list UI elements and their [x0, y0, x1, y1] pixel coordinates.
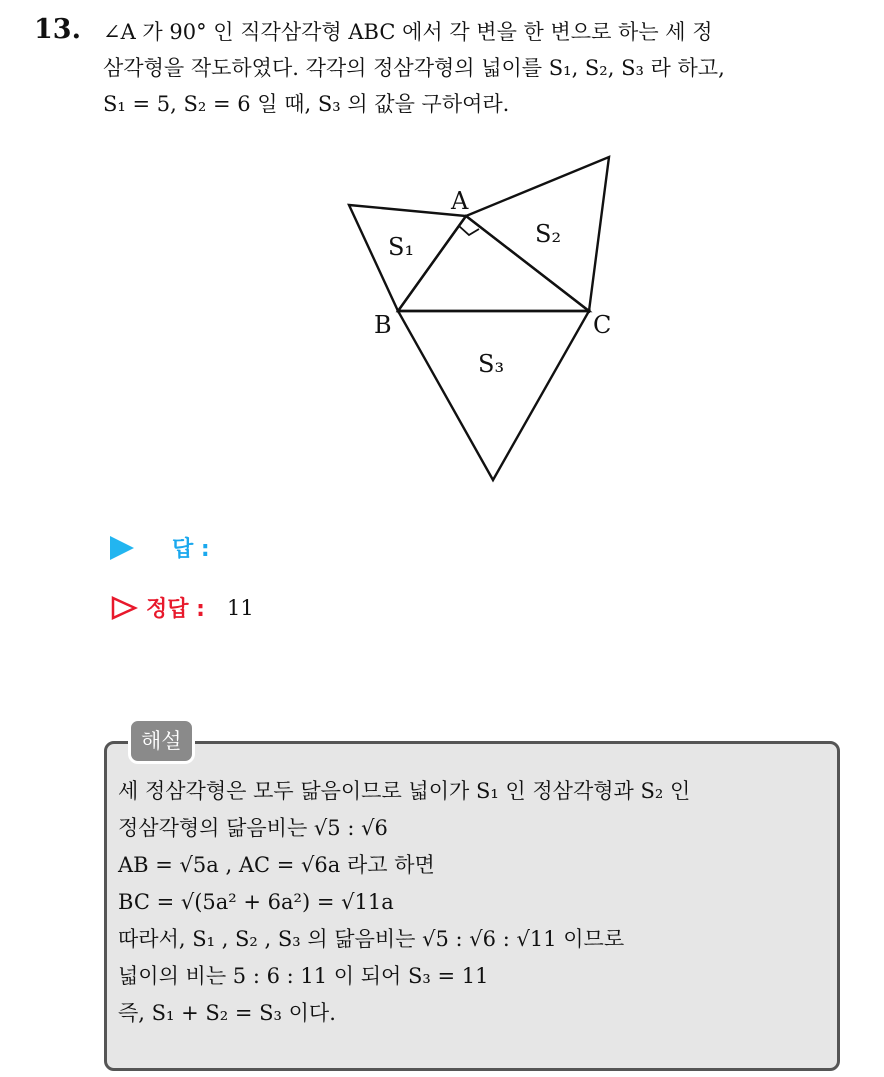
play-outline-icon	[110, 595, 138, 621]
answer-label: 답 :	[172, 537, 210, 562]
region-label-s3: S₃	[478, 350, 505, 378]
region-label-s2: S₂	[535, 220, 562, 248]
equilateral-triangle-s3	[398, 311, 589, 480]
vertex-label-b: B	[374, 311, 392, 339]
vertex-label-c: C	[593, 311, 612, 339]
correct-answer-label: 정답 :	[146, 597, 205, 622]
question-line-3: S₁ = 5, S₂ = 6 일 때, S₃ 의 값을 구하여라.	[103, 92, 510, 116]
play-icon	[110, 536, 134, 560]
solution-line-2: 정삼각형의 닮음비는 √5 : √6	[118, 816, 388, 840]
correct-answer-row	[110, 592, 254, 623]
solution-line-5: 따라서, S₁ , S₂ , S₃ 의 닮음비는 √5 : √6 : √11 이므로	[118, 927, 625, 951]
solution-line-7: 즉, S₁ + S₂ = S₃ 이다.	[118, 1001, 336, 1025]
triangle-figure	[330, 150, 630, 490]
solution-tag: 해설	[128, 718, 195, 764]
question-text	[103, 14, 863, 122]
question-line-2: 삼각형을 작도하였다. 각각의 정삼각형의 넓이를 S₁, S₂, S₃ 라 하고,	[103, 56, 725, 80]
answer-row	[110, 532, 210, 563]
region-label-s1: S₁	[388, 233, 415, 261]
question-line-1: ∠A 가 90° 인 직각삼각형 ABC 에서 각 변을 한 변으로 하는 세 정	[103, 20, 713, 44]
question-number: 13.	[34, 14, 81, 45]
solution-line-6: 넓이의 비는 5 : 6 : 11 이 되어 S₃ = 11	[118, 964, 489, 988]
vertex-label-a: A	[451, 187, 469, 215]
solution-line-3: AB = √5a , AC = √6a 라고 하면	[118, 853, 435, 877]
solution-line-1: 세 정삼각형은 모두 닮음이므로 넓이가 S₁ 인 정삼각형과 S₂ 인	[118, 779, 691, 803]
solution-body	[118, 773, 833, 1032]
solution-line-4: BC = √(5a² + 6a²) = √11a	[118, 890, 394, 914]
right-angle-mark	[459, 226, 479, 235]
correct-answer-value: 11	[226, 595, 254, 620]
